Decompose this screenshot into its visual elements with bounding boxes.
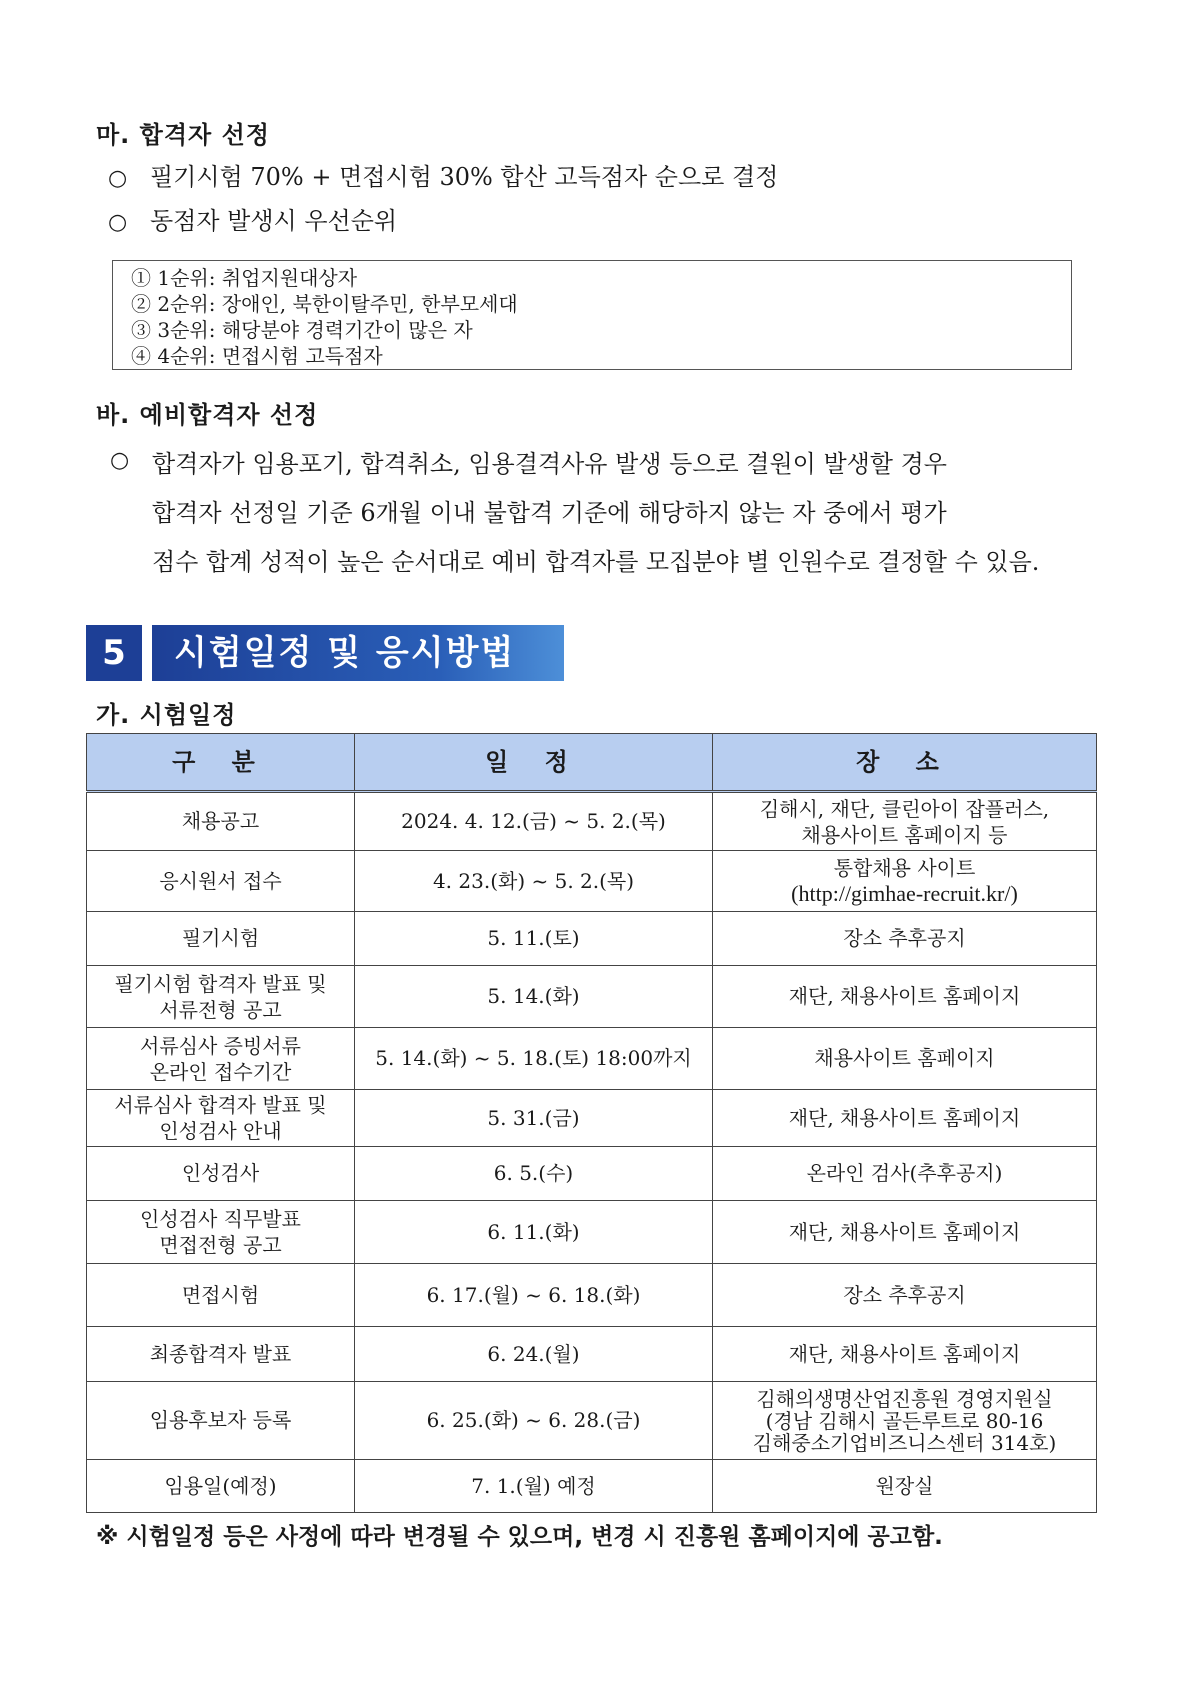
table-row: [87, 1028, 1097, 1090]
table-row: [87, 1264, 1097, 1327]
recruit-site-url: (http://gimhae-recruit.kr/): [791, 881, 1018, 906]
place-cell: 김해시, 재단, 클린아이 잡플러스, 채용사이트 홈페이지 등: [713, 792, 1097, 851]
priority-item: ② 2순위: 장애인, 북한이탈주민, 한부모세대: [131, 292, 518, 316]
place-cell: 재단, 채용사이트 홈페이지: [713, 1090, 1097, 1147]
table-row: [87, 1327, 1097, 1382]
place-cell: 원장실: [713, 1460, 1097, 1513]
category-cell: 서류심사 증빙서류 온라인 접수기간: [87, 1028, 355, 1090]
table-row: [87, 912, 1097, 966]
category-cell: 면접시험: [87, 1264, 355, 1327]
paragraph-line: 점수 합계 성적이 높은 순서대로 예비 합격자를 모집분야 별 인원수로 결정할 수 있음.: [152, 548, 1040, 576]
schedule-sub-heading: 가. 시험일정: [96, 701, 237, 729]
date-cell: 7. 1.(월) 예정: [355, 1460, 713, 1513]
table-row: [87, 792, 1097, 851]
place-cell: 채용사이트 홈페이지: [713, 1028, 1097, 1090]
date-cell: 4. 23.(화) ~ 5. 2.(목): [355, 851, 713, 912]
place-cell: 재단, 채용사이트 홈페이지: [713, 966, 1097, 1028]
bullet-marker: ○: [108, 210, 128, 235]
place-cell: 재단, 채용사이트 홈페이지: [713, 1327, 1097, 1382]
bullet-item: [108, 206, 397, 238]
table-row: [87, 1147, 1097, 1201]
table-header-row: [87, 734, 1097, 792]
column-header: 일 정: [355, 734, 713, 792]
category-cell: 필기시험: [87, 912, 355, 966]
column-header: 장 소: [713, 734, 1097, 792]
table-row: [87, 851, 1097, 912]
date-cell: 2024. 4. 12.(금) ~ 5. 2.(목): [355, 792, 713, 851]
schedule-change-note: ※ 시험일정 등은 사정에 따라 변경될 수 있으며, 변경 시 진흥원 홈페이지에 공고함.: [96, 1524, 943, 1550]
paragraph-line: 합격자가 임용포기, 합격취소, 임용결격사유 발생 등으로 결원이 발생할 경우: [152, 450, 947, 478]
date-cell: 6. 25.(화) ~ 6. 28.(금): [355, 1382, 713, 1460]
date-cell: 6. 5.(수): [355, 1147, 713, 1201]
section-ma-heading: 마. 합격자 선정: [96, 121, 270, 149]
date-cell: 6. 17.(월) ~ 6. 18.(화): [355, 1264, 713, 1327]
section-title-banner: 시험일정 및 응시방법: [152, 625, 564, 681]
table-row: [87, 1201, 1097, 1264]
category-cell: 서류심사 합격자 발표 및 인성검사 안내: [87, 1090, 355, 1147]
place-cell: 통합채용 사이트 (http://gimhae-recruit.kr/): [713, 851, 1097, 912]
table-row: [87, 1090, 1097, 1147]
section-number-badge: 5: [86, 625, 142, 681]
place-cell: 김해의생명산업진흥원 경영지원실 (경남 김해시 골든루트로 80-16 김해중소기업비즈니스센터 314호): [713, 1382, 1097, 1460]
bullet-item: [108, 162, 778, 194]
category-cell: 최종합격자 발표: [87, 1327, 355, 1382]
place-cell: 재단, 채용사이트 홈페이지: [713, 1201, 1097, 1264]
bullet-marker: ○: [108, 166, 128, 191]
schedule-table: [86, 733, 1097, 1513]
paragraph-line: 합격자 선정일 기준 6개월 이내 불합격 기준에 해당하지 않는 자 중에서 평가: [152, 499, 947, 527]
priority-item: ④ 4순위: 면접시험 고득점자: [131, 344, 383, 368]
bullet-text: 동점자 발생시 우선순위: [150, 207, 398, 235]
priority-item: ① 1순위: 취업지원대상자: [131, 266, 358, 290]
category-cell: 임용일(예정): [87, 1460, 355, 1513]
date-cell: 6. 24.(월): [355, 1327, 713, 1382]
table-row: [87, 1460, 1097, 1513]
section-ba-heading: 바. 예비합격자 선정: [96, 401, 319, 429]
date-cell: 5. 11.(토): [355, 912, 713, 966]
reserve-paragraph: [152, 440, 1102, 587]
place-cell: 장소 추후공지: [713, 912, 1097, 966]
table-row: [87, 1382, 1097, 1460]
place-cell: 온라인 검사(추후공지): [713, 1147, 1097, 1201]
date-cell: 5. 14.(화) ~ 5. 18.(토) 18:00까지: [355, 1028, 713, 1090]
place-cell: 장소 추후공지: [713, 1264, 1097, 1327]
column-header: 구 분: [87, 734, 355, 792]
date-cell: 6. 11.(화): [355, 1201, 713, 1264]
category-cell: 응시원서 접수: [87, 851, 355, 912]
priority-box: [112, 260, 1072, 370]
category-cell: 채용공고: [87, 792, 355, 851]
category-cell: 필기시험 합격자 발표 및 서류전형 공고: [87, 966, 355, 1028]
category-cell: 인성검사 직무발표 면접전형 공고: [87, 1201, 355, 1264]
date-cell: 5. 31.(금): [355, 1090, 713, 1147]
category-cell: 임용후보자 등록: [87, 1382, 355, 1460]
date-cell: 5. 14.(화): [355, 966, 713, 1028]
bullet-text: 필기시험 70% + 면접시험 30% 합산 고득점자 순으로 결정: [150, 163, 779, 191]
bullet-marker: ○: [110, 448, 130, 473]
priority-item: ③ 3순위: 해당분야 경력기간이 많은 자: [131, 318, 473, 342]
table-row: [87, 966, 1097, 1028]
category-cell: 인성검사: [87, 1147, 355, 1201]
